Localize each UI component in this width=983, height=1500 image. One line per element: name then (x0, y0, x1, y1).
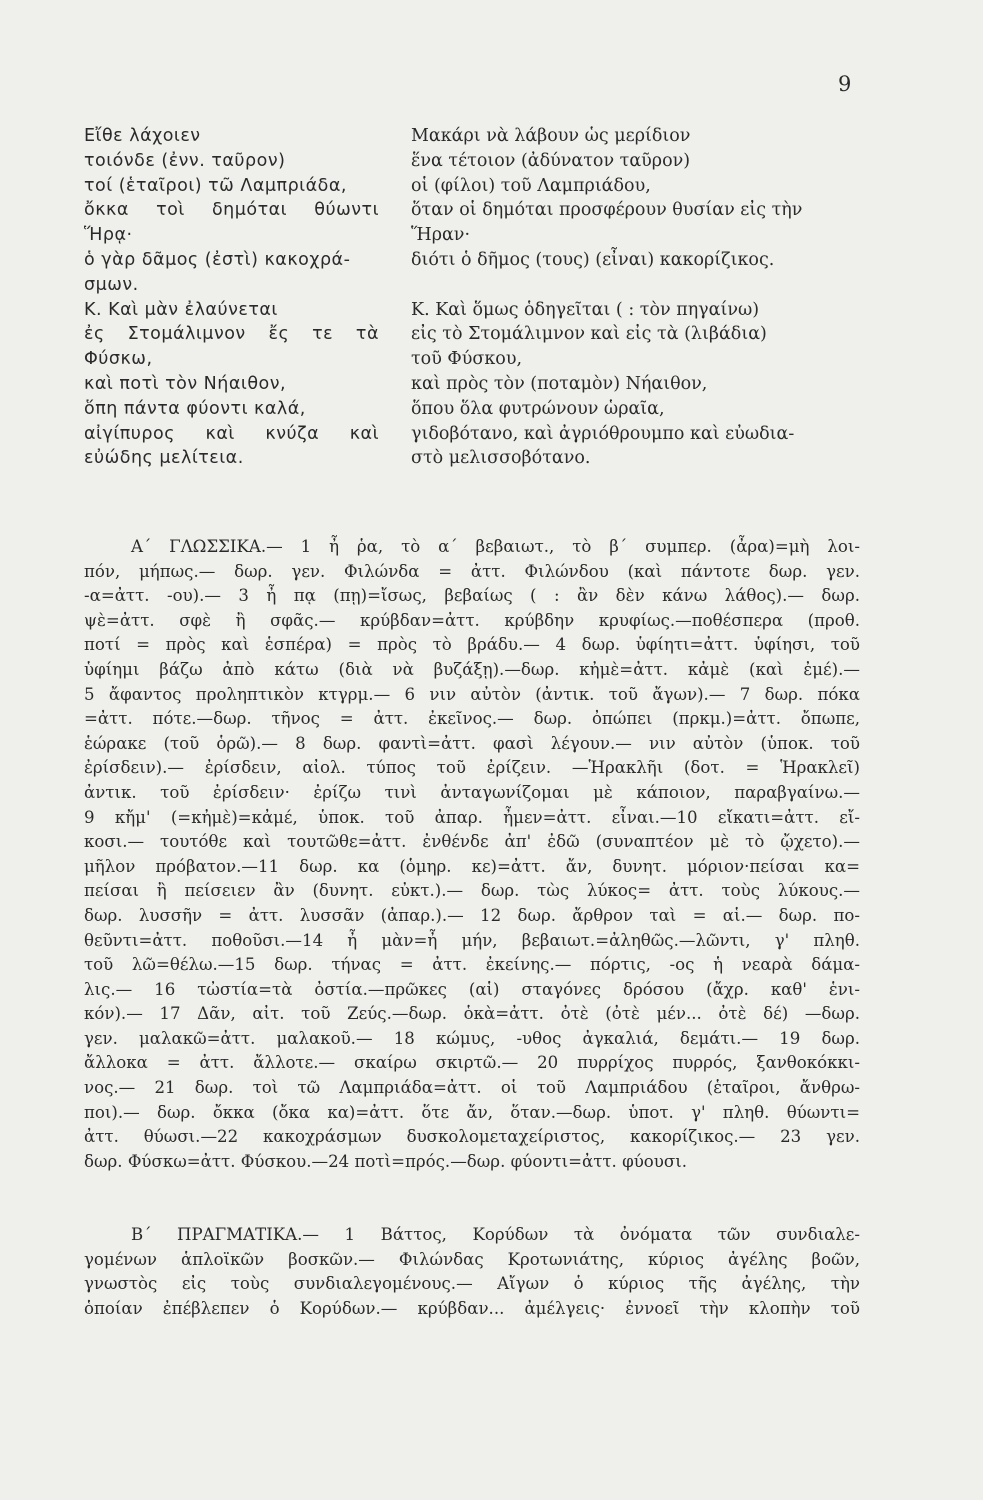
note-line: μῆλον πρόβατον.—11 δωρ. κα (ὁμηρ. κε)=ἀττ. ἄν, δυνητ. μόριον·πείσαι κα= (84, 856, 860, 876)
translation-line: εἰς τὸ Στομάλιμνον καὶ εἰς τὰ (λιβάδια) (411, 324, 767, 345)
original-line: τοιόνδε (ἐνν. ταῦρον) (84, 150, 286, 171)
original-line: Φύσκω, (84, 349, 153, 370)
note-line: θεῦντι=ἀττ. ποθοῦσι.—14 ἦ μὰν=ἦ μήν, βεβαιωτ.=ἀληθῶς.—λῶντι, γ' πληθ. (84, 930, 860, 950)
note-line: γνωστὸς εἰς τοὺς συνδιαλεγομένους.— Αἴγων ὁ κύριος τῆς ἀγέλης, τὴν (84, 1274, 860, 1294)
translation-line: ὅταν οἱ δημόται προσφέρουν θυσίαν εἰς τὴν (411, 200, 803, 221)
note-line: ψὲ=ἀττ. σφὲ ἢ σφᾶς.— κρύβδαν=ἀττ. κρύβδην κρυφίως.—ποθέσπερα (προθ. (84, 610, 860, 630)
original-line: Κ. Καὶ μὰν ἐλαύνεται (84, 299, 278, 320)
original-line: ὁ γὰρ δᾶμος (ἐστὶ) κακοχρά- (84, 249, 351, 270)
translation-line: στὸ μελισσοβότανο. (411, 448, 591, 469)
translation-line: Κ. Καὶ ὅμως ὁδηγεῖται ( : τὸν πηγαίνω) (411, 299, 760, 320)
note-line: ὑφίημι βάζω ἀπὸ κάτω (διὰ νὰ βυζάξῃ).—δωρ. κἠμὲ=ἀττ. κἀμὲ (καὶ ἐμέ).— (84, 659, 860, 679)
note-line: τοῦ λῶ=θέλω.—15 δωρ. τήνας = ἀττ. ἐκείνης.— πόρτις, -ος ἡ νεαρὰ δάμα- (84, 955, 860, 975)
note-line: πείσαι ἢ πείσειεν ἂν (δυνητ. εὐκτ.).— δωρ. τὼς λύκος= ἀττ. τοὺς λύκους.— (84, 881, 860, 901)
note-line: ἀντικ. τοῦ ἐρίσδειν· ἐρίζω τινὶ ἀνταγωνίζομαι μὲ κάποιον, παραβγαίνω.— (84, 782, 860, 802)
note-line: ἀττ. θύωσι.—22 κακοχράσμων δυσκολομεταχείριστος, κακορίζικος.— 23 γεν. (84, 1127, 860, 1147)
original-line: ἐς Στομάλιμνον ἔς τε τὰ (84, 324, 379, 345)
translation-line: γιδοβότανο, καὶ ἀγριόθρουμπο καὶ εὐωδια- (411, 423, 795, 444)
original-line: Εἴθε λάχοιεν (84, 126, 201, 146)
note-line: νος.— 21 δωρ. τοὶ τῶ Λαμπριάδα=ἀττ. οἱ τοῦ Λαμπριάδου (ἑταῖροι, ἄνθρω- (84, 1078, 860, 1098)
translation-line: Ἥραν· (411, 225, 471, 246)
original-line: αἰγίπυρος καὶ κνύζα καὶ (84, 423, 379, 444)
linguistic-notes (84, 535, 860, 1174)
note-line: ἑώρακε (τοῦ ὁρῶ).— 8 δωρ. φαντὶ=ἀττ. φασὶ λέγουν.— νιν αὐτὸν (ὑποκ. τοῦ (84, 733, 860, 753)
note-line: Α΄ ΓΛΩΣΣΙΚΑ.— 1 ἦ ῥα, τὸ α΄ βεβαιωτ., τὸ β΄ συμπερ. (ἆρα)=μὴ λοι- (131, 537, 860, 556)
note-line: ἐρίσδειν).— ἐρίσδειν, αἰολ. τύπος τοῦ ἐρίζειν. —Ἡρακλῆι (δοτ. = Ἡρακλεῖ) (84, 758, 860, 778)
note-line: =ἀττ. πότε.—δωρ. τῆνος = ἀττ. ἐκεῖνος.— δωρ. ὀπώπει (πρκμ.)=ἀττ. ὄπωπε, (84, 709, 860, 729)
original-line: τοί (ἑταῖροι) τῶ Λαμπριάδα, (84, 175, 347, 196)
note-line: λις.— 16 τὠστία=τὰ ὀστία.—πρῶκες (αἱ) σταγόνες δρόσου (ἄχρ. καθ' ἑνι- (84, 979, 860, 999)
page-number: 9 (838, 72, 852, 96)
note-line: -α=ἀττ. -ου).— 3 ἦ πᾳ (πῃ)=ἴσως, βεβαίως ( : ἂν δὲν κάνω λάθος).— δωρ. (84, 586, 860, 606)
translation-column (411, 124, 901, 471)
translation-line: Μακάρι νὰ λάβουν ὡς μερίδιον (411, 126, 691, 146)
translation-line: τοῦ Φύσκου, (411, 349, 523, 370)
note-line: ὁποίαν ἐπέβλεπεν ὁ Κορύδων.— κρύβδαν... ἀμέλγεις· ἐννοεῖ τὴν κλοπὴν τοῦ (84, 1298, 860, 1318)
original-line: σμων. (84, 274, 139, 295)
note-line: δωρ. λυσσῆν = ἀττ. λυσσᾶν (ἀπαρ.).— 12 δωρ. ἄρθρον ταὶ = αἱ.— δωρ. πο- (84, 905, 860, 925)
original-text-column (84, 124, 379, 471)
translation-line: ἕνα τέτοιον (ἀδύνατον ταῦρον) (411, 150, 691, 171)
note-line: ποτί = πρὸς καὶ ἑσπέρα) = πρὸς τὸ βράδυ.— 4 δωρ. ὑφίητι=ἀττ. ὑφίησι, τοῦ (84, 635, 860, 655)
note-line: κόν).— 17 Δᾶν, αἰτ. τοῦ Ζεύς.—δωρ. ὁκὰ=ἀττ. ὀτὲ (ὀτὲ μέν... ὀτὲ δέ) —δωρ. (84, 1004, 860, 1024)
note-line: 9 κἤμ' (=κἠμὲ)=κἀμέ, ὑποκ. τοῦ ἀπαρ. ἦμεν=ἀττ. εἶναι.—10 εἴκατι=ἀττ. εἴ- (84, 807, 860, 827)
note-line: κοσι.— τουτόθε καὶ τουτῶθε=ἀττ. ἐνθένδε ἀπ' ἐδῶ (συναπτέον μὲ τὸ ᾤχετο).— (84, 832, 860, 852)
note-line: πόν, μήπως.— δωρ. γεν. Φιλώνδα = ἀττ. Φιλώνδου (καὶ πάντοτε δωρ. γεν. (84, 561, 860, 581)
translation-line: ὅπου ὅλα φυτρώνουν ὡραῖα, (411, 398, 665, 419)
original-line: ὅπη πάντα φύοντι καλά, (84, 398, 306, 419)
note-line: ἄλλοκα = ἀττ. ἄλλοτε.— σκαίρω σκιρτῶ.— 20 πυρρίχος πυρρός, ξανθοκόκκι- (84, 1053, 860, 1073)
translation-line: οἱ (φίλοι) τοῦ Λαμπριάδου, (411, 175, 651, 196)
note-line: δωρ. Φύσκω=ἀττ. Φύσκου.—24 ποτὶ=πρός.—δωρ. φύοντι=ἀττ. φύουσι. (84, 1151, 687, 1171)
translation-line: καὶ πρὸς τὸν (ποταμὸν) Νήαιθον, (411, 373, 708, 394)
factual-notes (84, 1223, 860, 1321)
note-line: 5 ἄφαντος προληπτικὸν κτγρμ.— 6 νιν αὐτὸν (ἀντικ. τοῦ ἄγων).— 7 δωρ. πόκα (84, 684, 860, 704)
translation-line: διότι ὁ δῆμος (τους) (εἶναι) κακορίζικος. (411, 249, 775, 270)
original-line: καὶ ποτὶ τὸν Νήαιθον, (84, 373, 287, 394)
original-line: Ἥρᾳ· (84, 225, 133, 246)
translation-line (411, 273, 901, 298)
note-line: γεν. μαλακῶ=ἀττ. μαλακοῦ.— 18 κώμυς, -υθος ἀγκαλιά, δεμάτι.— 19 δωρ. (84, 1028, 860, 1048)
original-line: εὐώδης μελίτεια. (84, 448, 244, 469)
original-line: ὄκκα τοὶ δημόται θύωντι (84, 200, 379, 221)
note-line: Β΄ ΠΡΑΓΜΑΤΙΚΑ.— 1 Βάττος, Κορύδων τὰ ὀνόματα τῶν συνδιαλε- (131, 1225, 860, 1244)
note-line: γομένων ἁπλοϊκῶν βοσκῶν.— Φιλώνδας Κροτωνιάτης, κύριος ἀγέλης βοῶν, (84, 1249, 860, 1269)
note-line: ποι).— δωρ. ὄκκα (ὄκα κα)=ἀττ. ὅτε ἄν, ὅταν.—δωρ. ὑποτ. γ' πληθ. θύωντι= (84, 1102, 860, 1122)
